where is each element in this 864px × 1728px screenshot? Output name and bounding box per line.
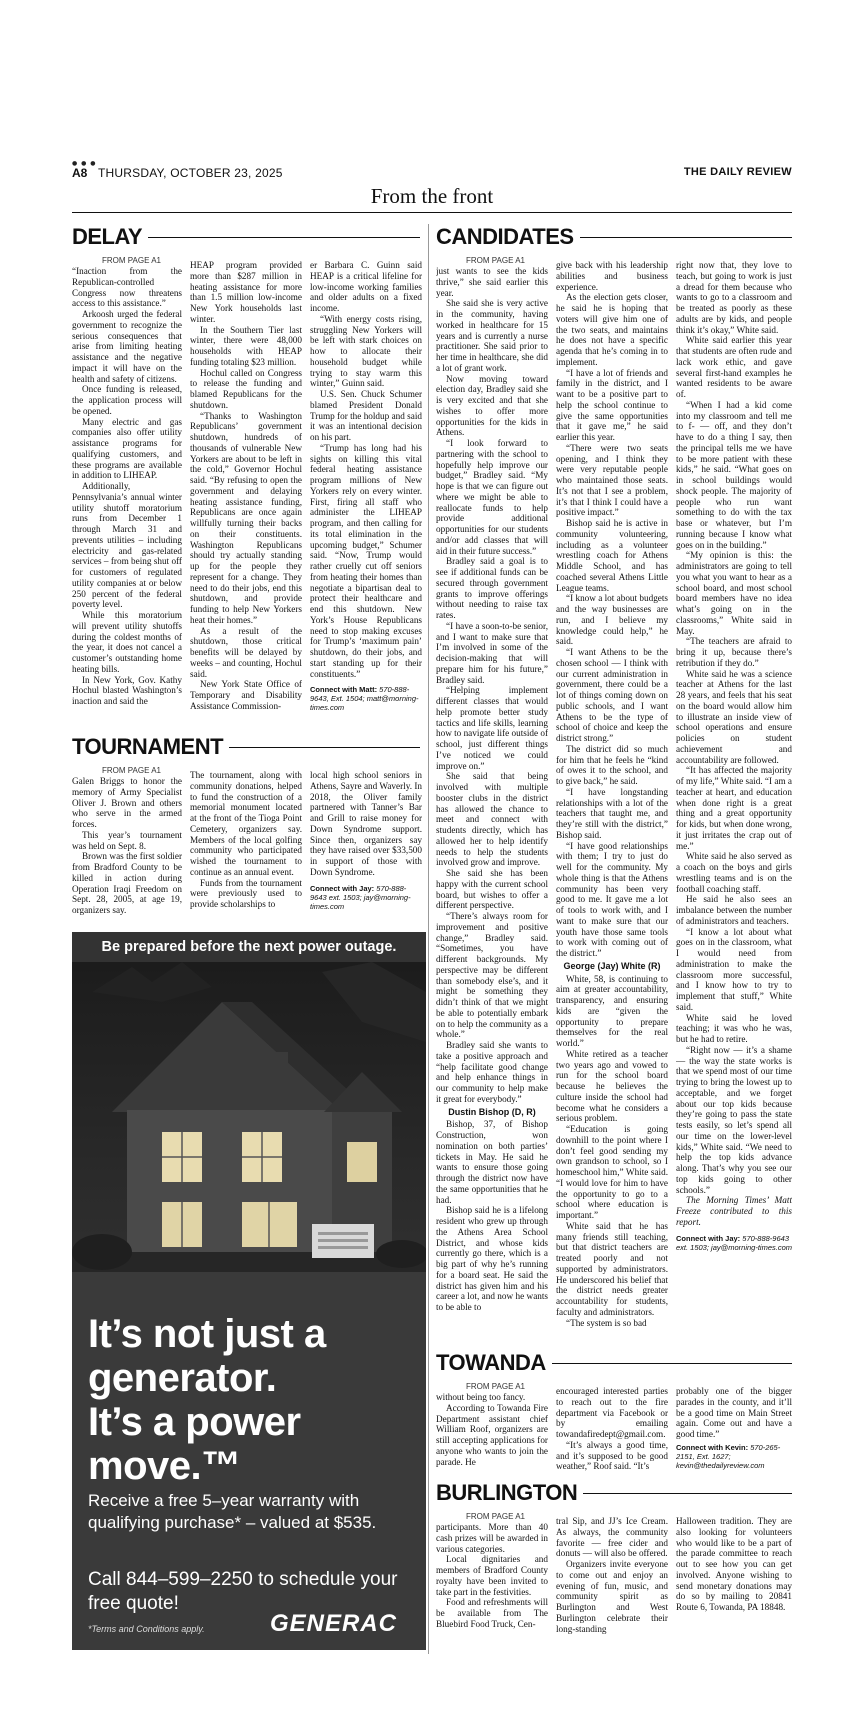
- ad-banner: Be prepared before the next power outage.: [72, 932, 426, 962]
- delay-column-2: [190, 260, 302, 742]
- candidate-subhead: Dustin Bishop (D, R): [448, 1106, 536, 1117]
- delay-headline: [72, 224, 420, 250]
- paragraph: Brown was the first soldier from Bradford County to be killed in action during Operation Iraqi Freedom on Sept. 28, 2005, at age 19, organizers say.: [72, 851, 182, 915]
- delay-from-page: FROM PAGE A1: [102, 256, 161, 265]
- paragraph: She said she has been happy with the current school board, but wishes to offer a different perspective.: [436, 868, 548, 911]
- delay-contact: [310, 685, 422, 712]
- ad-warranty: Receive a free 5–year warranty with qualifying purchase* – valued at $535.: [88, 1491, 377, 1532]
- paragraph: Galen Briggs to honor the memory of Army Specialist Oliver J. Brown and others who serve in the armed forces.: [72, 776, 182, 829]
- headline-rule: [583, 1493, 792, 1494]
- paragraph: “It has affected the majority of my life,” White said. “I am a teacher at heart, and education when done right is a great thing and a great opportunity for kids, but when done wrong, it just irritates the crap out of me.”: [676, 765, 792, 851]
- newspaper-name: THE DAILY REVIEW: [683, 166, 792, 178]
- contact-label: Connect with Jay:: [676, 1233, 741, 1243]
- paragraph: Bradley said a goal is to see if additional funds can be secured through government grants to improve offerings without needing to raise tax rates.: [436, 556, 548, 620]
- paragraph: Organizers invite everyone to come out and enjoy an evening of fun, music, and community spirit as Burlington and West Burlington celebrate their long-standing: [556, 1559, 668, 1634]
- tournament-contact: [310, 884, 422, 911]
- delay-column-3-body: [310, 260, 422, 679]
- ad-headline-line-2: It’s a power move.™: [88, 1400, 301, 1488]
- paragraph: “Education is going downhill to the point where I don’t feel good sending my own grandson to school, so I homeschool him,” White said. “I would love for him to have the opportunity to go to a school where education is important.”: [556, 1124, 668, 1220]
- paragraph: “I want Athens to be the chosen school — I think with our current administration in government, there could be a lot of things coming down on public schools, and I want Athens to be the type of school of choice and keep the district strong.”: [556, 647, 668, 743]
- candidates-headline-text: CANDIDATES: [436, 224, 574, 249]
- paragraph: White said he loved teaching; it was who he was, but he had to retire.: [676, 1012, 792, 1044]
- paragraph: Bishop, 37, of Bishop Construction, won nomination on both parties’ tickets in May. He said he wants to ensure those going through the district now have the same opportunities that he had.: [436, 1119, 548, 1205]
- paragraph: White said that he has many friends still teaching, but that district teachers are treated poorly and not supported by administrators. He underscored his belief that the district needs greater accountability for students, faculty and administrators.: [556, 1220, 668, 1317]
- contact-label: Connect with Jay:: [310, 883, 375, 893]
- paragraph: Funds from the tournament were previously used to provide scholarships to: [190, 877, 302, 909]
- paragraph: tral Sip, and JJ’s Ice Cream. As always, the community favorite — free cider and donuts — will also be offered.: [556, 1516, 668, 1559]
- towanda-column-1: [436, 1392, 548, 1474]
- paragraph: While this moratorium will prevent utility shutoffs during the coldest months of the year, it does not cancel a customer’s outstanding home heating bills.: [72, 610, 182, 674]
- paragraph: “Thanks to Washington Republicans’ government shutdown, hundreds of thousands of vulnerable New Yorkers are about to be left in the cold,” Governor Hochul said. “By refusing to open the government and delaying heating assistance funding, Republicans are once again willfully turning their backs on their constituents. Washington Republicans should try actually standing up for the people they represent for a change. They need to do their jobs, end this shutdown, and provide funding to help New Yorkers heat their homes.”: [190, 410, 302, 625]
- paragraph: right now that, they love to teach, but going to work is just a dread for them because who wants to go to a classroom and be treated as poorly as these adults are by kids, and people think it’s okay,” White said.: [676, 260, 792, 335]
- candidates-column-2: [556, 260, 668, 1350]
- paragraph: “My opinion is this: the administrators are going to tell you what you want to hear as a school board, and most school board members have no idea what’s going on in the classrooms,” White said in May.: [676, 550, 792, 636]
- towanda-column-2: [556, 1386, 668, 1474]
- column-divider: [428, 224, 429, 1654]
- paragraph: She said she is very active in the community, having worked in healthcare for 15 years and is currently a nurse practitioner. She said prior to her time in healthcare, she did a lot of grant work.: [436, 298, 548, 373]
- issue-date: THURSDAY, OCTOBER 23, 2025: [98, 166, 283, 180]
- ad-copy-panel: [72, 1272, 426, 1650]
- towanda-from-page: FROM PAGE A1: [466, 1382, 525, 1391]
- towanda-headline: [436, 1350, 792, 1376]
- tournament-column-2: [190, 770, 302, 924]
- paragraph: In the Southern Tier last winter, there were 48,000 households with HEAP funding totaling $23 million.: [190, 324, 302, 367]
- paragraph: “I have longstanding relationships with a lot of the teachers that taught me, and they’re still with the district,” Bishop said.: [556, 786, 668, 840]
- candidates-column-3: [676, 260, 792, 1350]
- paragraph: “There’s always room for improvement and positive change,” Bradley said. “Sometimes, you have different backgrounds. My perspective may be different than somebody else’s, and it might be something they didn’t think of that we might be able to potentially embark on to help the community as a whole.”: [436, 911, 548, 1040]
- contact-info: 570-888-9643 ext. 1503; jay@morning-times.com: [310, 883, 411, 911]
- paragraph: HEAP program provided more than $287 million in heating assistance for more than 1.5 million low-income New York households last winter.: [190, 260, 302, 324]
- candidates-contact: [676, 1234, 792, 1252]
- paragraph: er Barbara C. Guinn said HEAP is a critical lifeline for low-income working families and older adults on a fixed income.: [310, 260, 422, 313]
- paragraph: Hochul called on Congress to release the funding and blamed Republicans for the shutdown.: [190, 367, 302, 410]
- paragraph: without being too fancy.: [436, 1392, 526, 1402]
- paragraph: Many electric and gas companies also offer utility assistance programs for qualifying customers, and these programs are available in addition to LIHEAP.: [72, 416, 182, 481]
- paragraph: “It’s always a good time, and it’s supposed to be good weather,” Roof said. “It’s: [556, 1439, 668, 1472]
- burlington-headline-text: BURLINGTON: [436, 1480, 578, 1505]
- paragraph: “When I had a kid come into my classroom and tell me to f- — off, and they don’t have to do a thing I say, then the principal tells me we have to be more patient with these kids,” he said. “What goes on in school buildings would shock people. The majority of people who run want something to do with the tax base or whatever, but I’m running because I know what goes on in the building.”: [676, 399, 792, 550]
- paragraph: Additionally, Pennsylvania’s annual winter utility shutoff moratorium runs from December 1 through March 31 and prevents utilities – including electricity and gas-related services – from being shut off for customers of regulated utility companies at or below 250 percent of the federal poverty level.: [72, 481, 182, 610]
- tournament-from-page: FROM PAGE A1: [102, 766, 161, 775]
- candidates-headline: [436, 224, 792, 250]
- paragraph: local high school seniors in Athens, Sayre and Waverly. In 2018, the Oliver family partnered with Tanner’s Bar and Grill to raise money for Down Syndrome support. Since then, organizers say they have raised over $33,500 in support of those with Down Syndrome.: [310, 770, 422, 877]
- paragraph: participants. More than 40 cash prizes will be awarded in various categories.: [436, 1522, 548, 1554]
- paragraph: Once funding is released, the application process will be opened.: [72, 384, 182, 416]
- paragraph: “I know a lot about what goes on in the classroom, what I would need from administration to make the classroom more successful, and I know how to try to implement that stuff,” White said.: [676, 926, 792, 1012]
- contact-info: 570-265-2151, Ext. 1627; kevin@thedailyreview.com: [676, 1442, 781, 1470]
- section-rule: [72, 212, 792, 213]
- paragraph: “Right now — it’s a shame — the way the state works is that we spend most of our time trying to bring the lowest up to acceptable, and we forget about our top kids because they’re going to pass the state tests easily, so let’s spend all our time on the lower-level kids,” White said. “We need to help the top kids advance along. That’s why you see our top kids going to other schools.”: [676, 1044, 792, 1195]
- tournament-headline: [72, 734, 420, 760]
- paragraph: White, 58, is continuing to aim at greater accountability, transparency, and ensuring kids are “given the opportunity to prepare themselves for the real world.”: [556, 973, 668, 1048]
- paragraph: He said he also sees an imbalance between the number of administrators and teachers.: [676, 894, 792, 926]
- paragraph: “Inaction from the Republican-controlled Congress now threatens access to this assistance.”: [72, 266, 182, 309]
- paragraph: Halloween tradition. They are also looking for volunteers who would like to be a part of the parade committee to reach out to see how you can get involved. Anyone wishing to send monetary donations may do so by mailing to 20841 Route 6, Towanda, PA 18848.: [676, 1516, 792, 1612]
- tournament-headline-text: TOURNAMENT: [72, 734, 224, 759]
- paragraph: “Helping implement different classes that would help promote better study tactics and life skills, learning how to navigate life outside of school, just different things I’ve noticed we could improve on.”: [436, 685, 548, 771]
- candidates-column-3-body: [676, 260, 792, 1228]
- contact-info: 570-888-9643 ext. 1503; jay@morning-times.com: [676, 1233, 792, 1252]
- paragraph: As the election gets closer, he said he is hoping that voters will give him one of the two seats, and maintains he does not have a specific agenda that he’s coming in to implement.: [556, 292, 668, 367]
- paragraph: In New York, Gov. Kathy Hochul blasted Washington’s inaction and said the: [72, 674, 182, 706]
- contributor-credit: The Morning Times’ Matt Freeze contributed to this report.: [676, 1195, 792, 1227]
- ad-headline: [88, 1312, 418, 1488]
- towanda-headline-text: TOWANDA: [436, 1350, 546, 1375]
- paragraph: White retired as a teacher two years ago and vowed to run for the school board because he believes the culture inside the school had become what he considers a serious problem.: [556, 1048, 668, 1124]
- ad-phone-cta[interactable]: Call 844–599–2250 to schedule your free quote!: [88, 1569, 398, 1614]
- paragraph: give back with his leadership abilities and business experience.: [556, 260, 668, 292]
- tournament-column-3-body: [310, 770, 422, 878]
- towanda-contact: [676, 1443, 792, 1470]
- paragraph: encouraged interested parties to reach out to the fire department via Facebook or by emailing towandafiredept@gmail.com.: [556, 1386, 668, 1439]
- candidate-subhead: George (Jay) White (R): [563, 960, 661, 971]
- paragraph: “I have a soon-to-be senior, and I want to make sure that I’m involved in some of the decision-making that will prepare him for his future,” Bradley said.: [436, 620, 548, 685]
- paragraph: Local dignitaries and members of Bradford County royalty have been invited to take part in the festivities.: [436, 1554, 548, 1597]
- paragraph: “The system is so bad: [566, 1317, 647, 1328]
- tournament-column-3: [310, 770, 422, 924]
- burlington-from-page: FROM PAGE A1: [466, 1512, 525, 1521]
- contact-info: 570-888-9643, Ext. 1504; matt@morning-times.com: [310, 685, 419, 713]
- house-illustration: [72, 962, 426, 1272]
- paragraph: White said earlier this year that students are often rude and lack work ethic, and gave several first-hand examples he wanted residents to be aware of.: [676, 335, 792, 399]
- paragraph: As a result of the shutdown, those critical benefits will be delayed by weeks – and counting, Hochul said.: [190, 625, 302, 679]
- paragraph: White said he also served as a coach on the boys and girls wrestling teams and is on the football coaching staff.: [676, 851, 792, 894]
- ad-house-photo: [72, 962, 426, 1272]
- candidates-from-page: FROM PAGE A1: [466, 256, 525, 265]
- page-dots: ● ● ●: [72, 160, 97, 167]
- candidates-column-1: [436, 266, 548, 1350]
- paragraph: U.S. Sen. Chuck Schumer blamed President Donald Trump for the holdup and said it was an intentional decision on his part.: [310, 389, 422, 442]
- burlington-column-2: [556, 1516, 668, 1650]
- ad-terms: *Terms and Conditions apply.: [88, 1624, 205, 1634]
- paragraph: just wants to see the kids thrive,” she said earlier this year.: [436, 266, 548, 298]
- paragraph: Arkoosh urged the federal government to recognize the serious consequences that arise from limiting heating assistance and the negative impact it will have on the health and safety of citizens.: [72, 309, 182, 384]
- paragraph: The tournament, along with community donations, helped to fund the construction of a memorial monument located at the front of the Tioga Point Cemetery, organizers say. Members of the local golfing community who participated wished the tournament to continue as an annual event.: [190, 770, 302, 877]
- page-number: A8: [72, 166, 88, 180]
- towanda-column-3-body: [676, 1386, 792, 1440]
- paragraph: Now moving toward election day, Bradley said she is very excited and that she wishes to offer more opportunities for the kids in Athens.: [436, 373, 548, 438]
- delay-headline-text: DELAY: [72, 224, 143, 249]
- headline-rule: [552, 1363, 792, 1364]
- paragraph: “Trump has long had his sights on killing this vital federal heating assistance program millions of New Yorkers rely on every winter. First, firing all staff who administer the LIHEAP program, and then calling for its total elimination in the upcoming budget,” Schumer said. “Now, Trump would rather cruelly cut off seniors from heating their homes than negotiate a bipartisan deal to protect their healthcare and end this shutdown. New York’s House Republicans need to stop making excuses for Trump’s ‘maximum pain’ shutdown, do their jobs, and start standing up for their constituents.”: [310, 442, 422, 679]
- tournament-column-1: [72, 776, 182, 924]
- generac-advertisement[interactable]: [72, 932, 426, 1650]
- paragraph: probably one of the bigger parades in the county, and it’ll be a good time on Main Street again. Come out and have a good time.”: [676, 1386, 792, 1439]
- paragraph: The district did so much for him that he feels he “kind of owes it to the school, and to give back,” he said.: [556, 743, 668, 786]
- delay-column-3: [310, 260, 422, 742]
- towanda-column-3: [676, 1386, 792, 1474]
- burlington-column-3: [676, 1516, 792, 1650]
- paragraph: Bishop said he is a lifelong resident who grew up through the Athens Area School District, and whose kids currently go there, which is a big part of why he’s running for a board seat. He said the district has given him and his career a lot, and now he wants to be able to: [436, 1205, 548, 1312]
- burlington-column-1: [436, 1522, 548, 1650]
- headline-rule: [229, 747, 420, 748]
- paragraph: “There were two seats opening, and I think they were very reputable people who maintained those seats. It’s not that I see a problem, it’s that I think I could have a positive impact.”: [556, 442, 668, 518]
- delay-column-1: [72, 266, 182, 742]
- headline-rule: [580, 237, 792, 238]
- paragraph: “I know a lot about budgets and the way businesses are run, and I believe my knowledge could help,” he said.: [556, 593, 668, 647]
- paragraph: White said he was a science teacher at Athens for the last 28 years, and feels that his seat on the board would allow him to illustrate an inside view of school operations and ensure policies on student achievement and accountability are followed.: [676, 668, 792, 765]
- ad-headline-line-1: It’s not just a generator.: [88, 1312, 326, 1400]
- contact-label: Connect with Matt:: [310, 685, 378, 695]
- paragraph: “I have a lot of friends and family in the district, and I want to be a positive part to help the school continue to give the same opportunities that it gave me,” he said earlier this year.: [556, 367, 668, 442]
- paragraph: “The teachers are afraid to bring it up, because there’s retribution if they do.”: [676, 636, 792, 668]
- paragraph: “I look forward to partnering with the school to hopefully help improve our budget,” Bradley said. “My hope is that we can figure out where we might be able to reallocate funds to help provide additional opportunities for our students and/or add classes that will aid in their future success.”: [436, 438, 548, 556]
- paragraph: “I have good relationships with them; I try to just do well for the community. My whole thing is that the Athens community has been very good to me. It gave me a lot of tools to work with, and I want to make sure that our youth have those same tools to work with coming out of the district.”: [556, 840, 668, 958]
- section-title: From the front: [370, 184, 494, 208]
- generac-logo: GENERAC: [270, 1610, 398, 1637]
- contact-label: Connect with Kevin:: [676, 1442, 749, 1452]
- paragraph: New York State Office of Temporary and Disability Assistance Commission-: [190, 679, 302, 711]
- paragraph: Bradley said she wants to take a positive approach and “help facilitate good change and help enhance things in our community to help make it great for everybody.”: [436, 1040, 548, 1104]
- paragraph: “With energy costs rising, struggling New Yorkers will be left with stark choices on how to allocate their household budget while trying to stay warm this winter,” Guinn said.: [310, 313, 422, 389]
- paragraph: According to Towanda Fire Department assistant chief William Roof, organizers are still accepting applications for anyone who wants to join the parade. He: [436, 1402, 548, 1467]
- paragraph: Food and refreshments will be available from The Bluebird Food Truck, Cen-: [436, 1597, 548, 1629]
- headline-rule: [148, 237, 420, 238]
- paragraph: She said that being involved with multiple booster clubs in the district has allowed the chance to meet and connect with students directly, which has allowed her to help identify needs to help the students involved grow and improve.: [436, 771, 548, 868]
- paragraph: This year’s tournament was held on Sept. 8.: [72, 829, 182, 851]
- burlington-headline: [436, 1480, 792, 1506]
- paragraph: Bishop said he is active in community volunteering, including as a volunteer wrestling coach for Athens Middle School, and has coached several Athens Little League teams.: [556, 518, 668, 593]
